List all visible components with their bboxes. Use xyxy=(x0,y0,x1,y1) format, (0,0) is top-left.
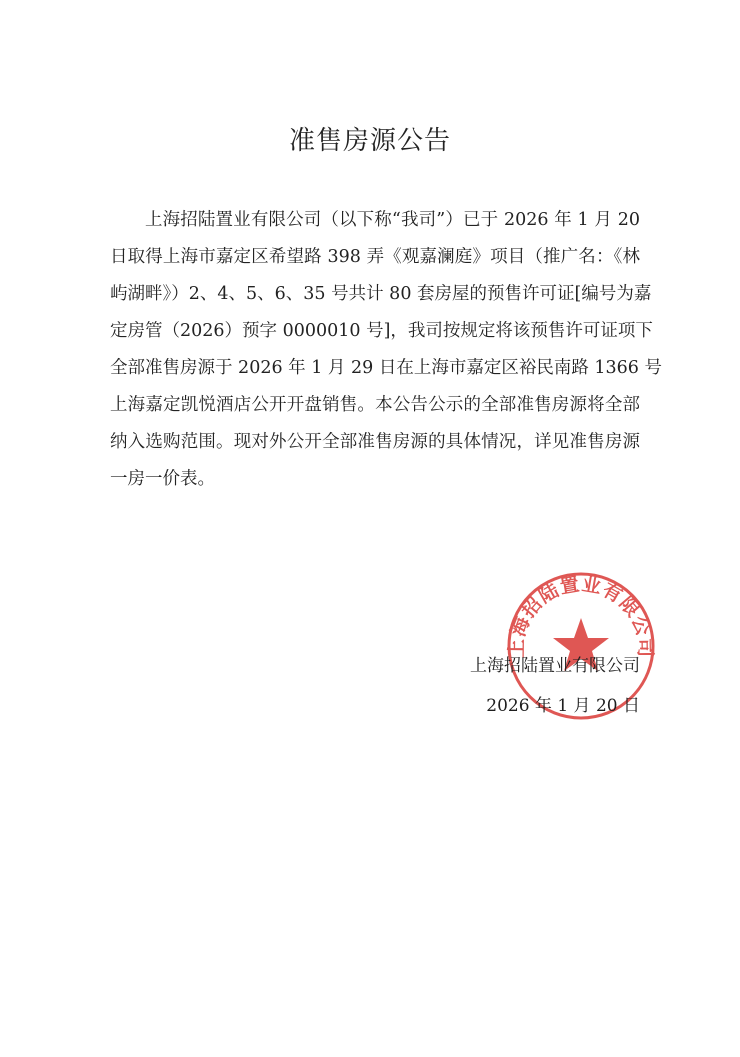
body-line-4: 定房管（2026）预字 0000010 号]，我司按规定将该预售许可证项下 xyxy=(110,321,653,341)
body-line-5: 全部准售房源于 2026 年 1 月 29 日在上海市嘉定区裕民南路 1366 号 xyxy=(110,358,662,378)
signature-date: 2026 年 1 月 20 日 xyxy=(486,696,640,716)
body-line-8: 一房一价表。 xyxy=(110,469,215,489)
announcement-body xyxy=(110,202,662,498)
body-line-3: 屿湖畔》）2、4、5、6、35 号共计 80 套房屋的预售许可证[编号为嘉 xyxy=(110,284,652,304)
body-line-6: 上海嘉定凯悦酒店公开开盘销售。本公告公示的全部准售房源将全部 xyxy=(110,395,640,415)
body-line-7: 纳入选购范围。现对外公开全部准售房源的具体情况，详见准售房源 xyxy=(110,432,640,452)
signature-company: 上海招陆置业有限公司 xyxy=(470,656,640,676)
document-title: 准售房源公告 xyxy=(288,126,451,156)
signature-block xyxy=(420,646,640,726)
seal-arc-textpath: 上海招陆置业有限公司 xyxy=(505,573,657,659)
body-line-2: 日取得上海市嘉定区希望路 398 弄《观嘉澜庭》项目（推广名：《林 xyxy=(110,247,640,267)
body-line-1: 上海招陆置业有限公司（以下称“我司”）已于 2026 年 1 月 20 xyxy=(145,210,640,230)
